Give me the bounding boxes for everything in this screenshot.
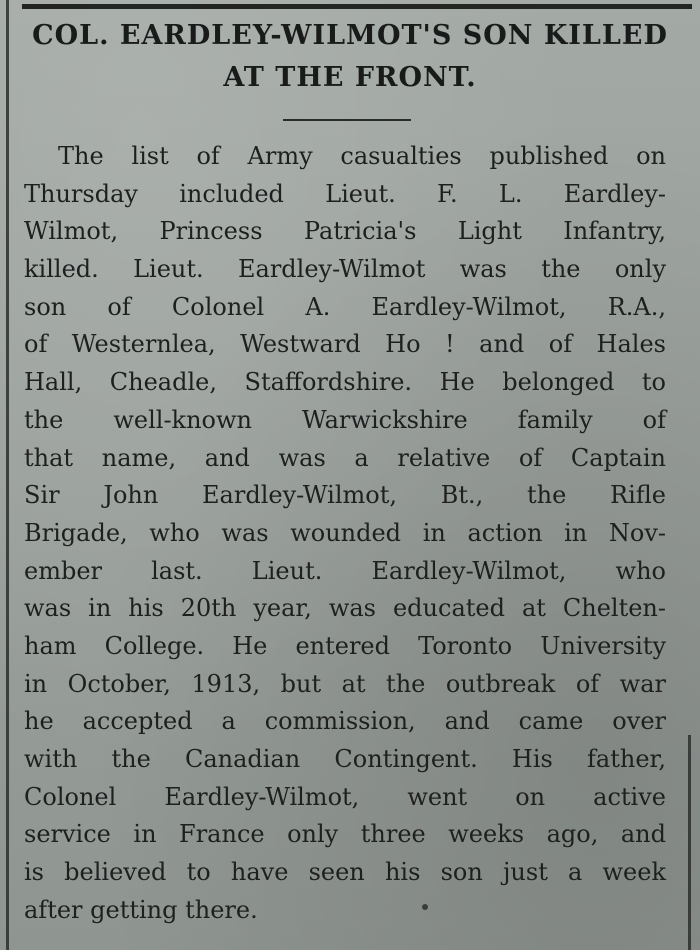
body-line: Sir John Eardley-Wilmot, Bt., the Rifle [24, 481, 666, 510]
body-line: with the Canadian Contingent. His father, [24, 745, 666, 773]
body-line: Wilmot, Princess Patricia's Light Infantry, [24, 217, 666, 246]
top-column-rule [22, 4, 692, 9]
body-line: service in France only three weeks ago, and [24, 820, 666, 849]
body-line: the well-known Warwickshire family of [24, 405, 666, 434]
right-column-rule [688, 735, 691, 950]
article-body [24, 138, 666, 929]
headline-line-1: COL. EARDLEY-WILMOT'S SON KILLED [32, 20, 668, 51]
body-line: after getting there. [24, 895, 258, 924]
body-line: is believed to have seen his son just a week [24, 858, 666, 887]
body-line: in October, 1913, but at the outbreak of war [24, 669, 666, 698]
body-line: Colonel Eardley-Wilmot, went on active [24, 782, 666, 811]
body-line: he accepted a commission, and came over [24, 707, 666, 736]
ink-speck [422, 904, 428, 910]
body-line: Brigade, who was wounded in action in Nov- [24, 518, 666, 547]
body-line: Hall, Cheadle, Staffordshire. He belonged to [24, 368, 666, 397]
headline-divider [283, 119, 411, 121]
body-line: The list of Army casualties published on [58, 142, 666, 170]
left-column-rule [6, 0, 9, 950]
body-line: of Westernlea, Westward Ho ! and of Hales [24, 330, 666, 359]
body-line: Thursday included Lieut. F. L. Eardley- [24, 179, 666, 208]
body-line: ham College. He entered Toronto University [24, 631, 666, 660]
body-line: killed. Lieut. Eardley-Wilmot was the only [24, 255, 666, 284]
body-line: that name, and was a relative of Captain [24, 443, 666, 472]
body-line: was in his 20th year, was educated at Chelten- [24, 594, 666, 623]
body-line: ember last. Lieut. Eardley-Wilmot, who [24, 556, 666, 585]
body-line: son of Colonel A. Eardley-Wilmot, R.A., [24, 292, 666, 321]
headline-line-2: AT THE FRONT. [223, 62, 477, 93]
